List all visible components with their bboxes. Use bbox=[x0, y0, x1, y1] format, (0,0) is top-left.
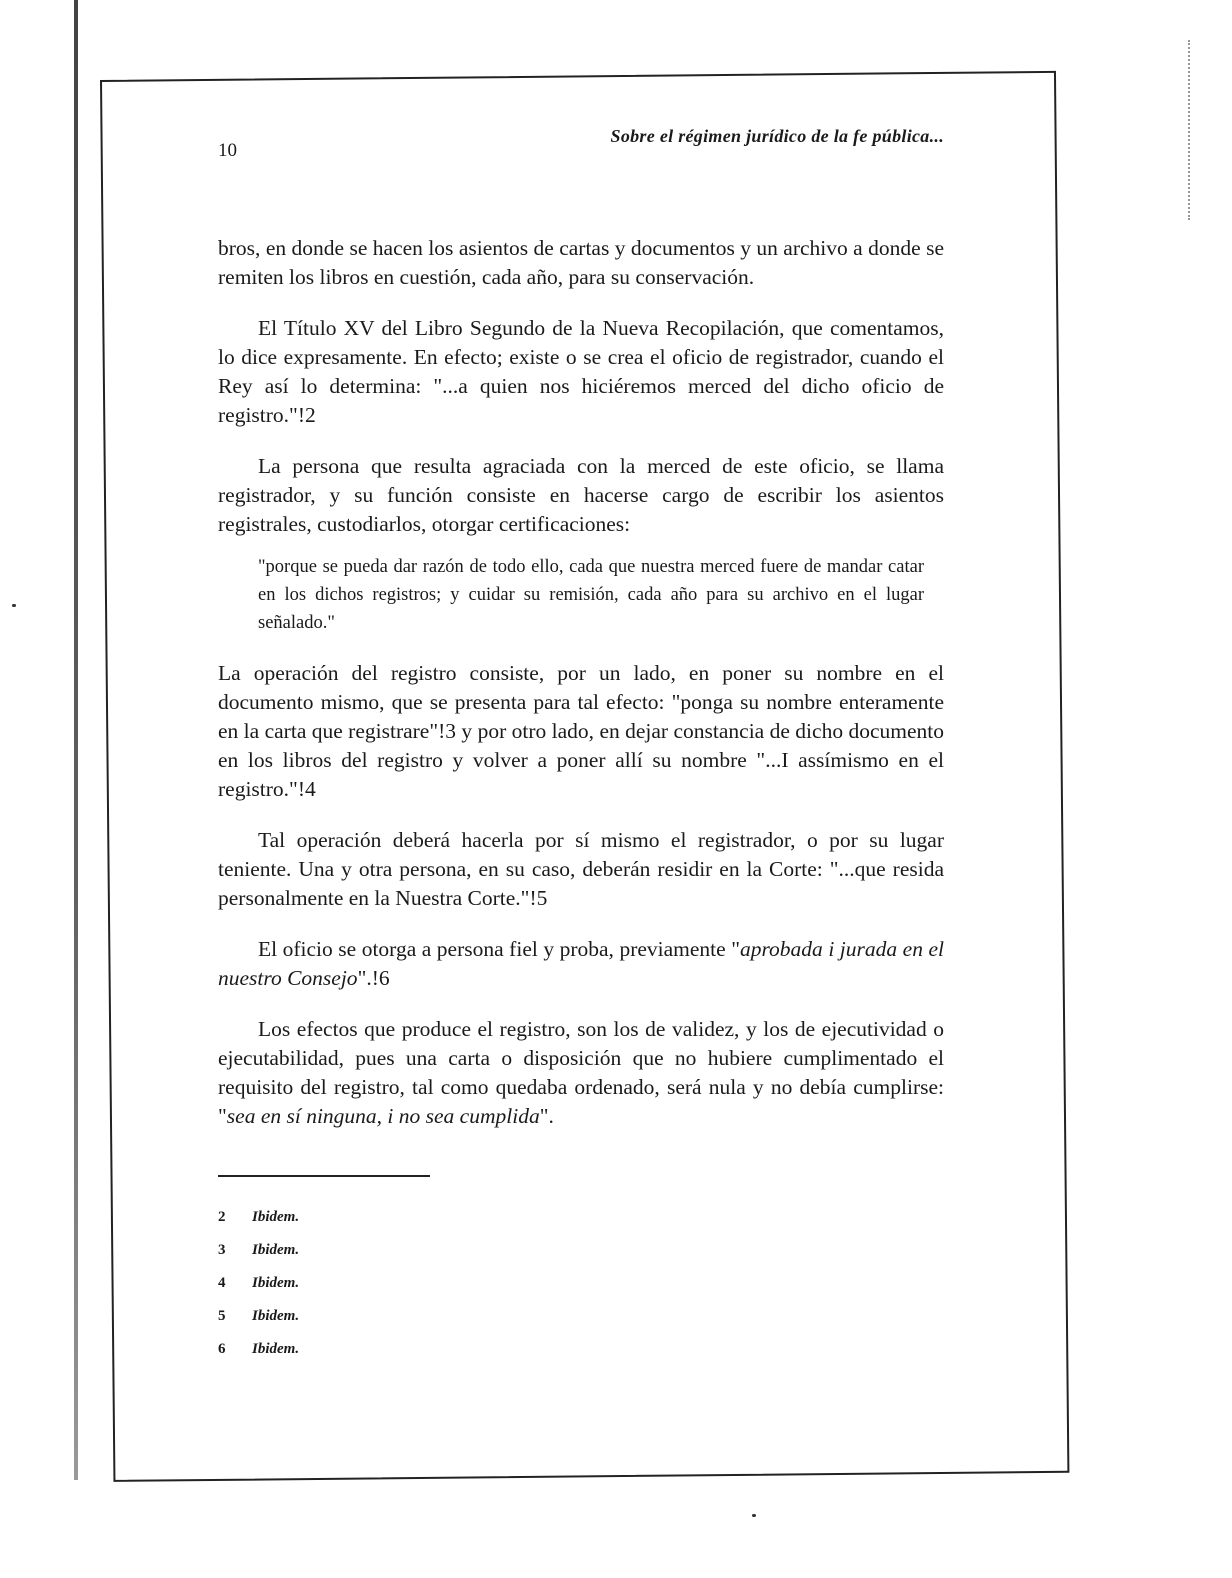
paragraph-3: La persona que resulta agraciada con la merced de este oficio, se llama registrador, y su función consiste en hacerse cargo de escribir los asientos registrales, custodiarlos, otorgar certificaciones: bbox=[218, 454, 944, 536]
footnote-text: Ibidem. bbox=[252, 1209, 300, 1225]
footnote-text: Ibidem. bbox=[252, 1308, 300, 1324]
footnote-item bbox=[218, 1300, 944, 1333]
footnote-text: Ibidem. bbox=[252, 1242, 300, 1258]
paragraph-4: La operación del registro consiste, por un lado, en poner su nombre en el documento mismo, que se presenta para tal efecto: "ponga su nombre enteramente en la carta que registrare"!3 y por otro lado, en dejar constancia de dicho documento en los libros del registro y volver a poner allí su nombre "...I assímismo en el registro."!4 bbox=[218, 661, 944, 801]
footnote-item bbox=[218, 1333, 944, 1366]
body-text bbox=[218, 234, 944, 1131]
page-header bbox=[218, 100, 944, 160]
footnote-item bbox=[218, 1267, 944, 1300]
footnote-number: 2 bbox=[218, 1209, 226, 1225]
paragraph-6 bbox=[218, 935, 944, 993]
paragraph-5: Tal operación deberá hacerla por sí mismo el registrador, o por su lugar teniente. Una y otra persona, en su caso, deberán residir en la Corte: "...que resida personalmente en la Nuestra Corte."!5 bbox=[218, 828, 944, 910]
paragraph-7 bbox=[218, 1015, 944, 1131]
paragraph-7-italic: sea en sí ninguna, i no sea cumplida bbox=[226, 1104, 540, 1128]
footnote-number: 4 bbox=[218, 1275, 226, 1291]
scan-speck bbox=[12, 604, 16, 607]
paragraph-6-italic: aprobada i jurada en el nuestro Consejo bbox=[218, 937, 944, 990]
paragraph-7-start: Los efectos que produce el registro, son los de validez, y los de ejecutividad o ejecutabilidad, pues una carta o disposición que no hubiere cumplimentado el requisito del registro, tal como quedaba ordenado, será nula y no debía cumplirse: " bbox=[218, 1017, 944, 1128]
block-quote: "porque se pueda dar razón de todo ello, cada que nuestra merced fuere de mandar catar en los dichos registros; y cuidar su remisión, cada año para su archivo en el lugar señalado." bbox=[258, 557, 924, 633]
scan-speck bbox=[752, 1514, 756, 1517]
footnotes-list bbox=[218, 1201, 944, 1366]
footnote-item bbox=[218, 1234, 944, 1267]
paragraph-6-end: ".!6 bbox=[357, 966, 390, 990]
paragraph-6-start: El oficio se otorga a persona fiel y proba, previamente " bbox=[258, 937, 740, 961]
document-page bbox=[218, 100, 944, 1366]
footnote-number: 3 bbox=[218, 1242, 226, 1258]
footnote-number: 5 bbox=[218, 1308, 226, 1324]
footnote-number: 6 bbox=[218, 1341, 226, 1357]
paragraph-2: El Título XV del Libro Segundo de la Nueva Recopilación, que comentamos, lo dice expresamente. En efecto; existe o se crea el oficio de registrador, cuando el Rey así lo determina: "...a quien nos hiciéremos merced del dicho oficio de registro."!2 bbox=[218, 316, 944, 427]
footnote-text: Ibidem. bbox=[252, 1341, 300, 1357]
running-head: Sobre el régimen jurídico de la fe pública... bbox=[610, 126, 944, 146]
footnote-text: Ibidem. bbox=[252, 1275, 300, 1291]
footnote-item bbox=[218, 1201, 944, 1234]
page-number: 10 bbox=[218, 140, 237, 161]
paragraph-1: bros, en donde se hacen los asientos de cartas y documentos y un archivo a donde se remiten los libros en cuestión, cada año, para su conservación. bbox=[218, 236, 944, 289]
scan-right-edge bbox=[1188, 40, 1192, 220]
paragraph-7-end: ". bbox=[539, 1104, 554, 1128]
footnote-rule bbox=[218, 1175, 430, 1177]
scan-binding-edge bbox=[74, 0, 78, 1480]
